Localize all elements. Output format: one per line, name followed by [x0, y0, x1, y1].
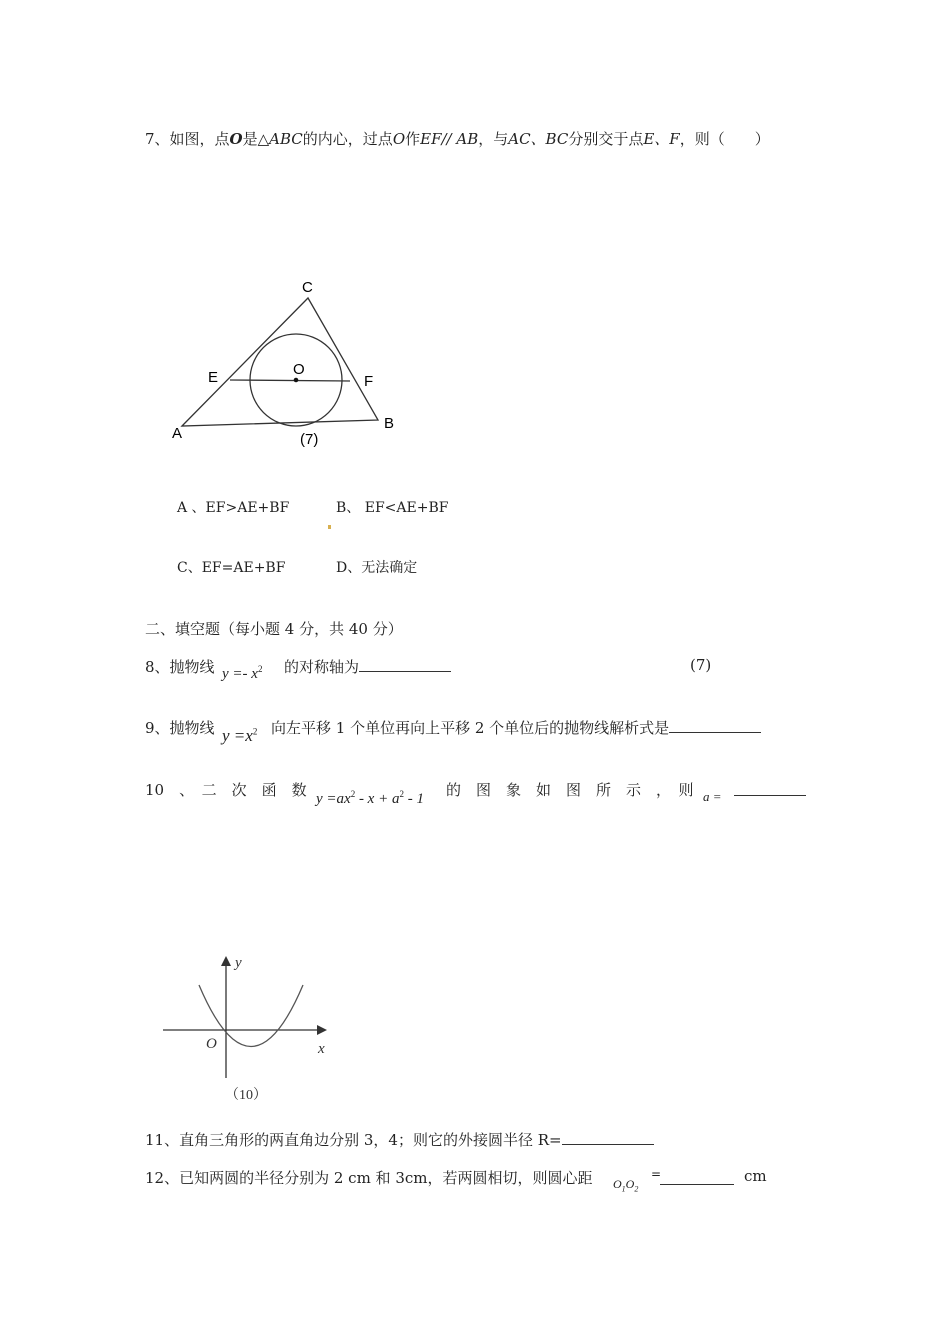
question-10-after: 的 图 象 如 图 所 示 ， 则	[446, 781, 694, 799]
question-12-unit: cm	[744, 1167, 767, 1185]
question-9-formula: $y =x^2$	[222, 726, 258, 745]
segment-ef	[230, 380, 350, 381]
figure-10-parabola	[155, 950, 345, 1105]
question-8-formula: $y =- x^2$	[222, 664, 263, 682]
label-b: B	[384, 415, 395, 432]
figure-7-caption: (7)	[300, 431, 319, 448]
label-c: C	[302, 279, 313, 296]
triangle-abc	[182, 298, 378, 426]
label-origin: O	[206, 1036, 217, 1052]
question-10-blank[interactable]	[734, 795, 806, 796]
question-9-label: 9、抛物线	[145, 719, 215, 737]
option-b[interactable]: B、 EF<AE+BF	[336, 500, 449, 516]
option-c[interactable]: C、EF=AE+BF	[177, 560, 286, 576]
figure-10-caption: （10）	[225, 1088, 267, 1103]
question-12-eq: =	[651, 1167, 662, 1181]
figure-7-triangle	[160, 270, 420, 460]
label-a: A	[172, 425, 183, 442]
question-12-symbol: $O_1O_2$	[613, 1177, 639, 1194]
question-8-tag: (7)	[690, 656, 712, 674]
question-10-formula: $y =ax^2 - x + a^2 - 1$	[316, 789, 424, 807]
label-f: F	[364, 373, 374, 390]
question-10-a: a =	[703, 789, 722, 804]
option-a[interactable]: A 、EF>AE+BF	[177, 500, 290, 516]
question-11-text: 11、直角三角形的两直角边分别 3，4；则它的外接圆半径 R=	[145, 1129, 654, 1150]
question-12-text: 12、已知两圆的半径分别为 2 cm 和 3cm，若两圆相切，则圆心距	[145, 1169, 593, 1187]
option-d[interactable]: D、无法确定	[336, 560, 418, 576]
label-x: x	[318, 1041, 325, 1057]
section-2-title: 二、填空题（每小题 4 分，共 40 分）	[145, 620, 403, 638]
x-axis-arrow	[317, 1025, 327, 1035]
question-8-label: 8、抛物线	[145, 658, 215, 676]
question-10-label: 10 、 二 次 函 数	[145, 781, 307, 799]
center-point	[294, 378, 299, 383]
y-axis-arrow	[221, 956, 231, 966]
label-y: y	[235, 955, 242, 971]
question-9-after: 向左平移 1 个单位再向上平移 2 个单位后的抛物线解析式是	[271, 717, 761, 738]
question-8-after: 的对称轴为	[284, 656, 451, 677]
stray-mark	[328, 525, 331, 529]
question-12-blank[interactable]	[660, 1184, 734, 1185]
question-7-text: 7、如图，点O是△ABC的内心，过点O作EF// AB，与AC、BC分别交于点E、F，则（ ）	[145, 130, 770, 148]
label-e: E	[208, 369, 219, 386]
label-o: O	[293, 361, 305, 378]
